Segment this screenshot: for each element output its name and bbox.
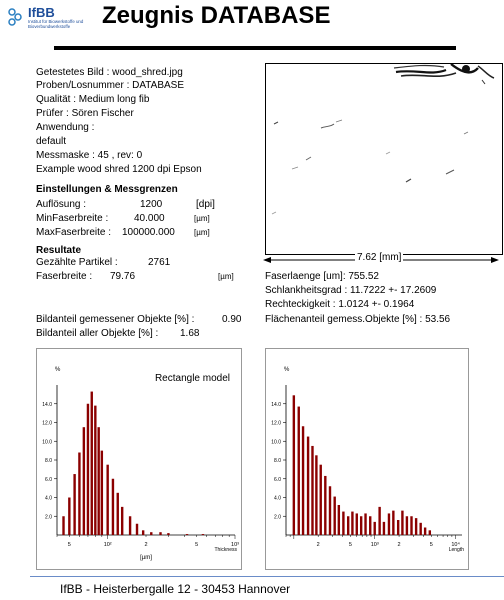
y-tick-label: 14.0	[42, 401, 52, 408]
histogram-bar	[78, 453, 80, 536]
y-tick-label: 10.0	[42, 439, 52, 446]
histogram-bar	[68, 498, 70, 536]
results-heading: Resultate	[36, 245, 82, 256]
x-tick-label: 10³	[231, 542, 239, 548]
bildanteil-aller-value: 1.68	[180, 328, 200, 339]
minfaser-unit: [µm]	[194, 214, 210, 223]
schlankheit-text: Schlankheitsgrad : 11.7222 +- 17.2609	[265, 285, 437, 296]
histogram-bar	[112, 479, 114, 535]
info-anwendung: Anwendung :	[36, 122, 95, 133]
histogram-bar	[356, 513, 358, 535]
maxfaser-label: MaxFaserbreite :	[36, 227, 112, 238]
x-axis-unit: [µm]	[140, 555, 152, 561]
partikel-label: Gezählte Partikel :	[36, 257, 118, 268]
histogram-bar	[369, 516, 371, 535]
scale-label: 7.62 [mm]	[357, 252, 402, 263]
maxfaser-value: 100000.000	[122, 227, 175, 238]
histogram-bar	[360, 516, 362, 535]
info-getestetes-bild: Getestetes Bild : wood_shred.jpg	[36, 67, 183, 78]
bildanteil-aller-label: Bildanteil aller Objekte [%] :	[36, 328, 159, 339]
y-tick-label: 6.0	[274, 476, 281, 483]
histogram-bar	[293, 395, 295, 535]
y-tick-label: 10.0	[271, 439, 281, 446]
minfaser-value: 40.000	[134, 213, 165, 224]
histogram-bar	[397, 520, 399, 535]
logo-subtitle: Institut für Biowerkstoffe und Bioverbundwerkstoffe	[28, 19, 84, 29]
histogram-bar	[401, 511, 403, 535]
histogram-bar	[302, 426, 304, 535]
y-axis-label: %	[284, 367, 290, 373]
histogram-bar	[83, 427, 85, 535]
y-tick-label: 2.0	[274, 514, 281, 521]
histogram-bar	[91, 392, 93, 535]
x-tick-label: 10³	[370, 542, 379, 548]
faserlaenge-text: Faserlaenge [um]: 755.52	[265, 271, 379, 282]
faserbreite-value: 79.76	[110, 271, 136, 282]
rechteckigkeit-text: Rechteckigkeit : 1.0124 +- 0.1964	[265, 299, 415, 310]
histogram-bar	[388, 513, 390, 535]
y-tick-label: 4.0	[274, 495, 281, 502]
thickness-histogram	[36, 348, 242, 570]
info-pruefer: Prüfer : Sören Fischer	[36, 108, 134, 119]
histogram-bar	[62, 516, 64, 535]
info-messmaske: Messmaske : 45 , rev: 0	[36, 150, 143, 161]
aufloesung-value: 1200	[140, 199, 163, 210]
histogram-bar	[117, 493, 119, 535]
histogram-bar	[419, 523, 421, 535]
info-example: Example wood shred 1200 dpi Epson	[36, 164, 202, 175]
histogram-bar	[136, 524, 138, 535]
y-tick-label: 2.0	[45, 514, 52, 521]
histogram-bar	[121, 507, 123, 535]
y-axis-label: %	[55, 367, 61, 373]
y-tick-label: 8.0	[274, 458, 281, 464]
logo-name: IfBB	[28, 5, 55, 20]
x-tick-label: 2	[144, 542, 148, 548]
histogram-bar	[94, 406, 96, 535]
histogram-bar	[202, 534, 204, 535]
y-tick-label: 4.0	[45, 495, 52, 502]
y-tick-label: 6.0	[45, 476, 52, 483]
histogram-bar	[378, 507, 380, 535]
info-qualitaet: Qualität : Medium long fib	[36, 94, 150, 105]
y-tick-label: 12.0	[42, 420, 52, 427]
histogram-bar	[97, 427, 99, 535]
y-tick-label: 8.0	[45, 458, 52, 464]
x-tick-label: 2	[316, 542, 320, 548]
histogram-bar	[320, 465, 322, 535]
histogram-bar	[351, 512, 353, 535]
scanned-fiber-image	[265, 63, 503, 255]
info-default: default	[36, 136, 67, 147]
histogram-bar	[315, 455, 317, 535]
histogram-bar	[101, 451, 103, 535]
histogram-bar	[150, 532, 152, 535]
chart-title: Rectangle model	[154, 373, 230, 384]
bildanteil-gemessen-label: Bildanteil gemessener Objekte [%] :	[36, 314, 195, 325]
histogram-bar	[364, 513, 366, 535]
title-rule	[54, 46, 456, 50]
histogram-bar	[338, 505, 340, 535]
histogram-bar	[311, 446, 313, 535]
histogram-bar	[329, 486, 331, 535]
histogram-bar	[159, 532, 161, 535]
x-axis-label: Thickness	[214, 547, 237, 553]
histogram-bar	[383, 522, 385, 535]
x-tick-label: 2	[397, 542, 401, 548]
aufloesung-unit: [dpi]	[196, 199, 215, 210]
histogram-bar	[392, 511, 394, 535]
flaechenanteil-text: Flächenanteil gemess.Objekte [%] : 53.56	[265, 314, 451, 325]
footer-rule	[30, 576, 504, 577]
histogram-bar	[415, 518, 417, 535]
histogram-bar	[298, 407, 300, 535]
page-title: Zeugnis DATABASE	[102, 2, 331, 29]
footer-address: IfBB - Heisterbergalle 12 - 30453 Hannover	[60, 582, 291, 596]
faserbreite-unit: [µm]	[218, 272, 234, 281]
histogram-bar	[167, 533, 169, 535]
histogram-bar	[424, 528, 426, 536]
fiber-scan-graphic	[266, 64, 502, 254]
minfaser-label: MinFaserbreite :	[36, 213, 109, 224]
histogram-bar	[186, 534, 188, 535]
x-axis-label: Length	[448, 547, 464, 553]
histogram-bar	[324, 476, 326, 535]
histogram-bar	[333, 497, 335, 535]
faserbreite-label: Faserbreite :	[36, 271, 93, 282]
histogram-bar	[347, 516, 349, 535]
histogram-bar	[429, 530, 431, 535]
logo-icon	[6, 6, 24, 28]
settings-heading: Einstellungen & Messgrenzen	[36, 184, 178, 195]
y-tick-label: 12.0	[271, 420, 281, 427]
histogram-bar	[410, 516, 412, 535]
x-tick-label: 5	[195, 542, 199, 548]
histogram-bar	[307, 437, 309, 535]
aufloesung-label: Auflösung :	[36, 199, 87, 210]
x-tick-label: 10²	[103, 542, 112, 548]
histogram-bar	[406, 516, 408, 535]
x-tick-label: 5	[348, 542, 352, 548]
x-tick-label: 10⁴	[451, 542, 460, 548]
maxfaser-unit: [µm]	[194, 228, 210, 237]
histogram-bar	[142, 530, 144, 535]
info-proben: Proben/Losnummer : DATABASE	[36, 80, 185, 91]
histogram-bar	[73, 474, 75, 535]
x-tick-label: 5	[429, 542, 433, 548]
y-tick-label: 14.0	[271, 401, 281, 408]
histogram-bar	[129, 516, 131, 535]
histogram-bar	[342, 512, 344, 535]
histogram-bar	[106, 465, 108, 535]
histogram-bar	[87, 404, 89, 535]
bildanteil-gemessen-value: 0.90	[222, 314, 242, 325]
partikel-value: 2761	[148, 257, 171, 268]
length-histogram	[265, 348, 469, 570]
x-tick-label: 5	[67, 542, 71, 548]
histogram-bar	[374, 522, 376, 535]
